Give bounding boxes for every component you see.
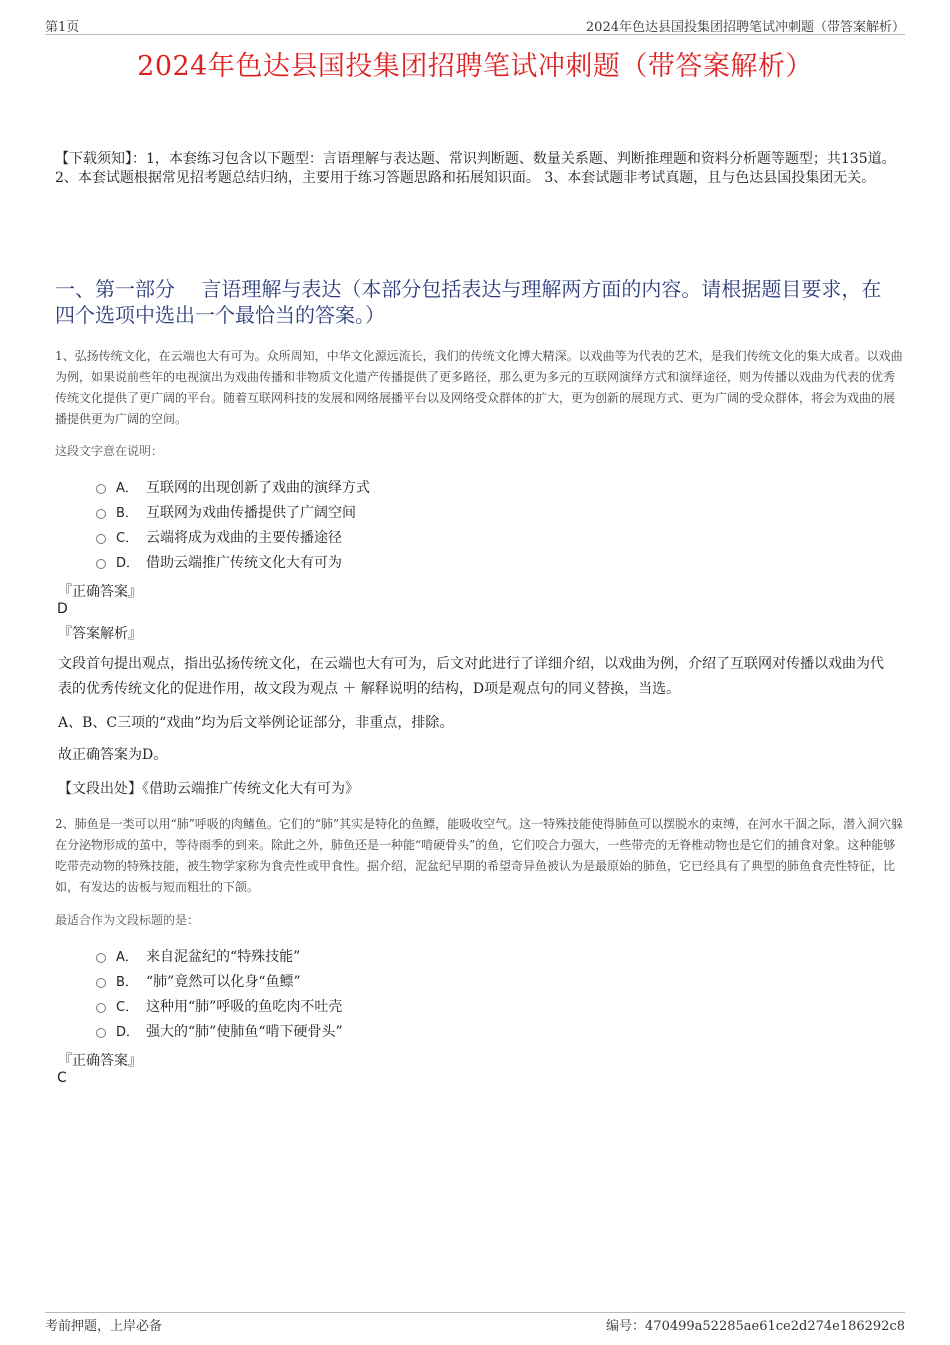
question-2-options (96, 943, 343, 1043)
radio-icon[interactable] (96, 978, 106, 988)
option-d[interactable]: D． 借助云端推广传统文化大有可为 (96, 549, 370, 574)
option-a[interactable]: A． 互联网的出现创新了戏曲的演绎方式 (96, 474, 370, 499)
question-1-prompt: 这段文字意在说明： (55, 444, 164, 458)
analysis-label: 『答案解析』 (58, 626, 142, 642)
page-footer (45, 1312, 905, 1333)
question-1-stem: 1、弘扬传统文化，在云端也大有可为。众所周知，中华文化源远流长，我们的传统文化博大精深。以戏曲等为代表的艺术，是我们传统文化的集大成者。以戏曲为例，如果说前些年的电视演出为戏曲传播和非物质文化遗产传播提供了更多路径，那么更为多元的互联网演绎方式和演绎途径，则为传播以戏曲为代表的优秀传统文化提供了更广阔的平台。随着互联网科技的发展和网络展播平台以及网络受众群体的扩大，更为创新的展现方式、更为广阔的受众群体，将会为戏曲的展播提供更为广阔的空间。 (55, 349, 903, 426)
question-2-stem: 2、肺鱼是一类可以用“肺”呼吸的肉鳍鱼。它们的“肺”其实是特化的鱼鳔，能吸收空气。这一特殊技能使得肺鱼可以摆脱水的束缚，在河水干涸之际，潜入洞穴躲在分泌物形成的茧中，等待雨季的到来。除此之外，肺鱼还是一种能“啃硬骨头”的鱼，它们咬合力强大，一些带壳的无脊椎动物也是它们的捕食对象。这种能够吃带壳动物的特殊技能，被生物学家称为食壳性或甲食性。据介绍，泥盆纪早期的希望奇异鱼被认为是最原始的肺鱼，它已经具有了典型的肺鱼食壳性特征，比如，有发达的齿板与短而粗壮的下颌。 (55, 817, 904, 894)
question-2-prompt: 最适合作为文段标题的是： (55, 913, 200, 927)
analysis-paragraph: 故正确答案为D。 (58, 747, 168, 763)
answer-label: 『正确答案』 (58, 584, 142, 600)
answer-value: D (57, 601, 68, 617)
radio-icon[interactable] (96, 1028, 106, 1038)
section-title: 一、第一部分 言语理解与表达（本部分包括表达与理解两方面的内容。请根据题目要求，在四个选项中选出一个最恰当的答案。） (55, 277, 882, 327)
document-title: 2024年色达县国投集团招聘笔试冲刺题（带答案解析） (137, 51, 813, 82)
analysis-paragraph: A、B、C三项的“戏曲”均为后文举例论证部分，非重点，排除。 (58, 715, 454, 731)
option-c[interactable]: C． 这种用“肺”呼吸的鱼吃肉不吐壳 (96, 993, 343, 1018)
option-c[interactable]: C． 云端将成为戏曲的主要传播途径 (96, 524, 370, 549)
radio-icon[interactable] (96, 509, 106, 519)
passage-source: 【文段出处】《借助云端推广传统文化大有可为》 (58, 781, 359, 797)
option-d[interactable]: D． 强大的“肺”使肺鱼“啃下硬骨头” (96, 1018, 343, 1043)
answer-label: 『正确答案』 (58, 1053, 142, 1069)
page-number: 第1页 (45, 20, 80, 35)
option-b[interactable]: B． 互联网为戏曲传播提供了广阔空间 (96, 499, 370, 524)
radio-icon[interactable] (96, 559, 106, 569)
analysis-paragraph: 文段首句提出观点，指出弘扬传统文化，在云端也大有可为，后文对此进行了详细介绍，以戏曲为例，介绍了互联网对传播以戏曲为代表的优秀传统文化的促进作用，故文段为观点 ＋ 解释说明的结构，D项是观点句的同义替换，当选。 (58, 656, 884, 697)
answer-value: C (57, 1070, 67, 1086)
radio-icon[interactable] (96, 1003, 106, 1013)
option-a[interactable]: A． 来自泥盆纪的“特殊技能” (96, 943, 343, 968)
radio-icon[interactable] (96, 953, 106, 963)
header-doc-title: 2024年色达县国投集团招聘笔试冲刺题（带答案解析） (585, 20, 905, 35)
footer-slogan: 考前押题，上岸必备 (45, 1319, 163, 1334)
question-1-options (96, 474, 370, 574)
radio-icon[interactable] (96, 484, 106, 494)
page-header (45, 14, 905, 35)
document-code: 编号：470499a52285ae61ce2d274e186292c8 (606, 1319, 905, 1334)
download-notice: 【下载须知】：1，本套练习包含以下题型：言语理解与表达题、常识判断题、数量关系题、判断推理题和资料分析题等题型；共135道。 2、本套试题根据常见招考题总结归纳，主要用于练习答题思路和拓展知识面。 3、本套试题非考试真题，且与色达县国投集团无关。 (55, 151, 896, 186)
option-b[interactable]: B． “肺”竟然可以化身“鱼鳔” (96, 968, 343, 993)
radio-icon[interactable] (96, 534, 106, 544)
